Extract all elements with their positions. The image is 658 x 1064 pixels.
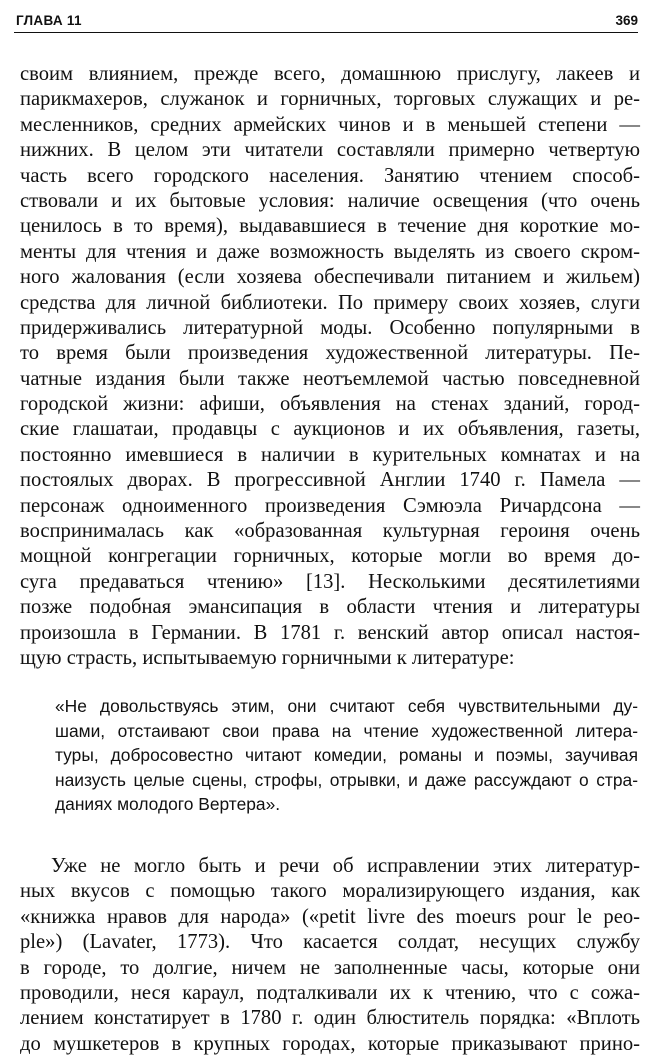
text-line: ствовали и их бытовые условия: наличие освещения (что очень bbox=[20, 189, 640, 212]
text-line: «книжка нравов для народа» («petit livre des moeurs pour le peo- bbox=[20, 905, 640, 928]
paragraph-2 bbox=[20, 854, 640, 1057]
text-line: ценилось в то время), выдававшиеся в течение дня короткие мо- bbox=[20, 215, 640, 238]
text-line: до мушкетеров в крупных городах, которые приказывают прино- bbox=[20, 1032, 640, 1055]
block-quote bbox=[55, 694, 638, 817]
text-line: ские глашатаи, продавцы с аукционов и их объявления, газеты, bbox=[20, 418, 640, 441]
text-line: ple») (Lavater, 1773). Что касается солдат, несущих службу bbox=[20, 931, 640, 954]
text-line: щую страсть, испытываемую горничными к литературе: bbox=[20, 646, 515, 669]
text-line: лением констатирует в 1780 г. один блюститель порядка: «Вплоть bbox=[20, 1007, 640, 1030]
quote-line: «Не довольствуясь этим, они считают себя чувствительными ду- bbox=[55, 696, 638, 716]
text-line: проводили, неся караул, подталкивали их к чтению, что с сожа- bbox=[20, 981, 640, 1004]
text-line: своим влиянием, прежде всего, домашнюю прислугу, лакеев и bbox=[20, 63, 640, 85]
text-line: ных вкусов с помощью такого морализирующего издания, как bbox=[20, 880, 640, 903]
text-line: то время были произведения художественной литературы. Пе- bbox=[20, 342, 640, 365]
text-line: городской жизни: афиши, объявления на стенах зданий, город- bbox=[20, 393, 640, 416]
text-line: персонаж одноименного произведения Сэмюэла Ричардсона — bbox=[20, 494, 640, 517]
quote-line: туры, добросовестно читают комедии, романы и поэмы, заучивая bbox=[55, 745, 638, 766]
text-line: мощной конгрегации горничных, которые могли во время до- bbox=[20, 545, 640, 568]
text-line: суга предаваться чтению» [13]. Несколькими десятилетиями bbox=[20, 570, 640, 593]
text-line: в городе, то долгие, ничем не заполненные часы, которые они bbox=[20, 956, 640, 979]
text-line: постоянно имевшиеся в наличии в курительных комнатах и на bbox=[20, 443, 640, 466]
text-line: Уже не могло быть и речи об исправлении этих литератур- bbox=[51, 855, 640, 877]
text-line: нижних. В целом эти читатели составляли примерно четвертую bbox=[20, 139, 640, 162]
quote-line: шами, отстаивают свои права на чтение художественной литера- bbox=[55, 720, 638, 741]
running-header bbox=[14, 6, 638, 33]
text-line: придерживались литературной моды. Особенно популярными в bbox=[20, 316, 640, 339]
page-number: 369 bbox=[615, 13, 638, 28]
quote-line: наизусть целые сцены, строфы, отрывки, и даже рассуждают о стра- bbox=[55, 769, 638, 790]
text-line: постоялых дворах. В прогрессивной Англии 1740 г. Памела — bbox=[20, 469, 640, 492]
text-line: месленников, средних армейских чинов и в меньшей степени — bbox=[20, 113, 640, 136]
text-line: парикмахеров, служанок и горничных, торговых служащих и ре- bbox=[20, 88, 640, 111]
text-line: средства для личной библиотеки. По примеру своих хозяев, слуги bbox=[20, 291, 640, 314]
text-line: часть всего городского населения. Занятию чтением способ- bbox=[20, 164, 640, 187]
text-line: менты для чтения и даже возможность выделять из своего скром- bbox=[20, 240, 640, 263]
quote-line: даниях молодого Вертера». bbox=[55, 794, 281, 815]
chapter-title: ГЛАВА 11 bbox=[16, 13, 82, 28]
text-line: ного жалования (если хозяева обеспечивали питанием и жильем) bbox=[20, 266, 640, 289]
text-line: чатные издания были также неотъемлемой частью повседневной bbox=[20, 367, 640, 390]
text-line: позже подобная эмансипация в области чтения и литературы bbox=[20, 596, 640, 619]
text-line: произошла в Германии. В 1781 г. венский автор описал настоя- bbox=[20, 621, 640, 644]
paragraph-1 bbox=[20, 62, 640, 671]
text-line: воспринималась как «образованная культурная героиня очень bbox=[20, 520, 640, 543]
